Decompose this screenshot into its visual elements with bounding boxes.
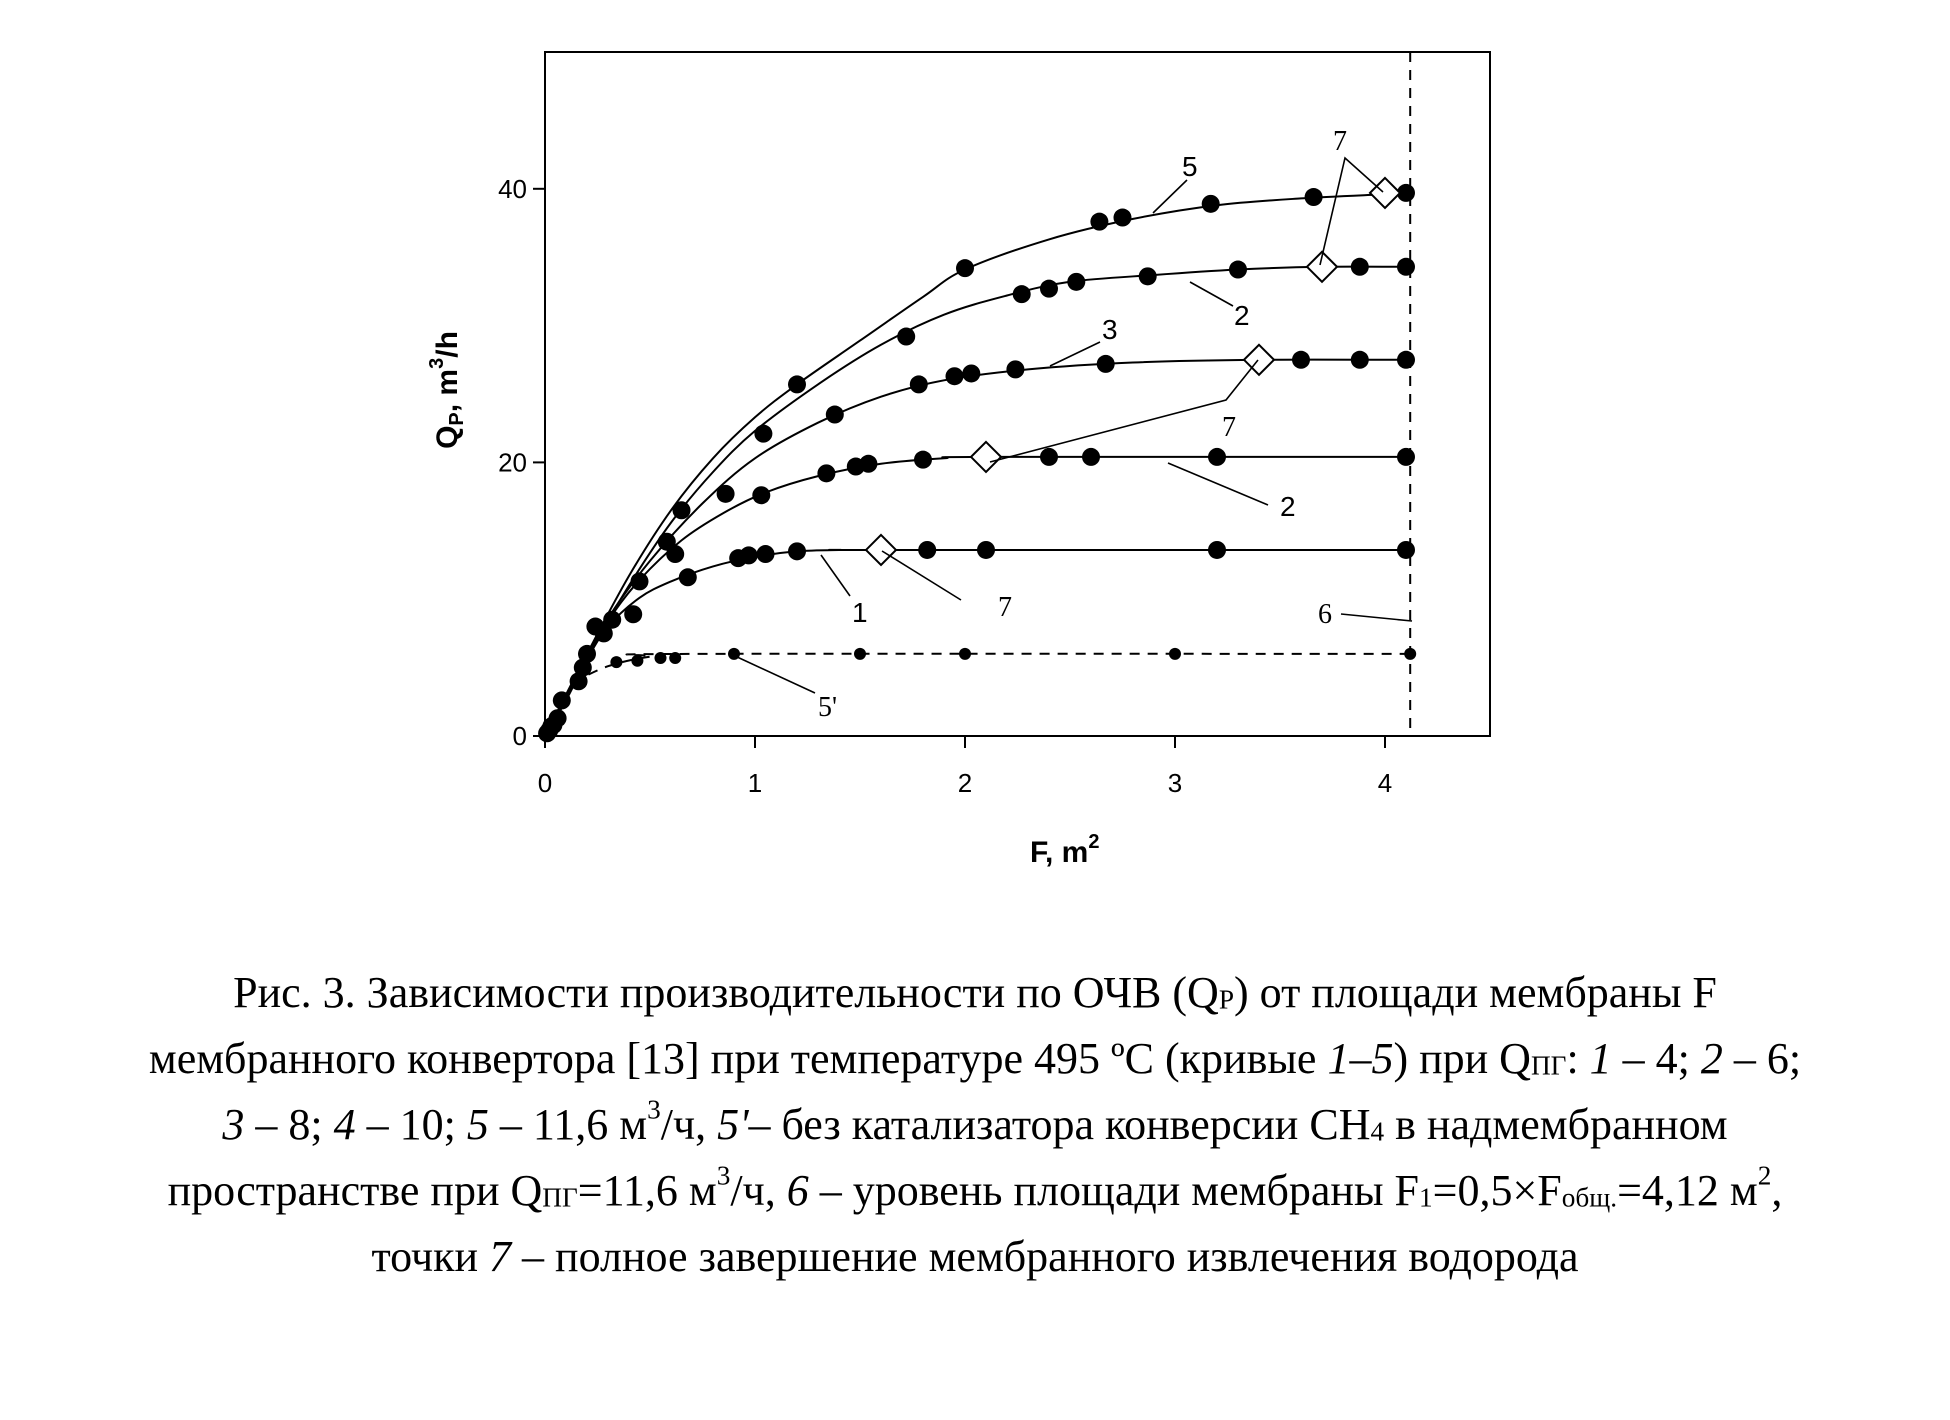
label-7-c: 7 <box>1333 126 1347 157</box>
caption-italic: 5' <box>717 1100 749 1149</box>
completion-point-7-1 <box>971 442 1001 472</box>
caption-line-2 <box>20 1026 1930 1092</box>
data-point-1-5 <box>679 568 697 586</box>
data-point-4-1 <box>586 618 604 636</box>
caption-text: в надмембранном <box>1384 1100 1728 1149</box>
caption-sub: ПГ <box>1530 1050 1567 1081</box>
data-point-5-1 <box>603 611 621 629</box>
x-axis-label <box>1030 831 1099 869</box>
data-point-5-3 <box>673 501 691 519</box>
leader-1 <box>821 555 850 596</box>
caption-italic: 6 <box>786 1166 809 1215</box>
caption-line-1 <box>20 960 1930 1026</box>
label-4: 2 <box>1234 300 1250 331</box>
label-1: 1 <box>852 597 868 628</box>
data-point-2-10 <box>1208 448 1226 466</box>
caption-sub: ПГ <box>542 1182 578 1213</box>
data-point-1-11 <box>977 541 995 559</box>
data-point-3-3 <box>826 406 844 424</box>
caption-sup: 2 <box>1757 1160 1772 1191</box>
caption-text: мембранного конвертора [13] при температуре 495 ºС (кривые <box>148 1034 1328 1083</box>
label-3: 3 <box>1102 314 1118 345</box>
x-tick-label-0: 0 <box>537 768 553 798</box>
caption-italic: 5 <box>466 1100 489 1149</box>
caption-sup: 3 <box>716 1160 731 1191</box>
data-point-5-8 <box>1202 195 1220 213</box>
y-axis-label-q: Q <box>431 425 464 449</box>
series-line-5prime <box>572 654 1410 683</box>
data-point-5prime-1 <box>631 655 643 667</box>
data-point-1-13 <box>1397 541 1415 559</box>
x-tick-label-4: 4 <box>1377 768 1393 798</box>
data-point-4-4 <box>897 328 915 346</box>
data-point-3-8 <box>1097 355 1115 373</box>
data-point-5-7 <box>1114 209 1132 227</box>
data-point-1-10 <box>918 541 936 559</box>
completion-point-7-2 <box>1244 345 1274 375</box>
completion-point-7-4 <box>1370 178 1400 208</box>
caption-text: точки <box>371 1232 490 1281</box>
caption-sub: общ. <box>1561 1182 1618 1213</box>
caption-sub: P <box>1218 984 1234 1015</box>
y-tick-label-0: 0 <box>512 721 527 751</box>
caption-line-4 <box>20 1158 1930 1224</box>
leader-4 <box>1190 282 1233 306</box>
leader-5 <box>1153 180 1187 213</box>
data-point-4-8 <box>1139 267 1157 285</box>
caption-text: – без катализатора конверсии СН <box>748 1100 1371 1149</box>
data-point-5-0 <box>553 691 571 709</box>
caption-text: /ч, <box>660 1100 718 1149</box>
label-7-a: 7 <box>998 592 1012 623</box>
caption-text: ) от площади мембраны F <box>1234 968 1717 1017</box>
completion-points-7 <box>866 178 1400 565</box>
caption-text: Рис. 3. Зависимости производительности по ОЧВ (Q <box>233 968 1219 1017</box>
x-tick-label-1: 1 <box>747 768 763 798</box>
caption-line-3 <box>20 1092 1930 1158</box>
data-point-4-10 <box>1351 258 1369 276</box>
data-point-2-7 <box>914 451 932 469</box>
data-point-5-6 <box>1090 213 1108 231</box>
data-point-4-6 <box>1040 280 1058 298</box>
caption-text: пространстве при Q <box>167 1166 543 1215</box>
data-point-2-8 <box>1040 448 1058 466</box>
data-point-3-5 <box>946 367 964 385</box>
data-point-5prime-3 <box>669 652 681 664</box>
data-point-3-0 <box>578 645 596 663</box>
caption-sub: 4 <box>1370 1116 1385 1147</box>
label-2: 2 <box>1280 491 1296 522</box>
y-tick-label-20: 20 <box>498 447 527 478</box>
leader-7-b <box>990 360 1258 462</box>
data-point-1-9 <box>788 542 806 560</box>
caption-line-5 <box>20 1224 1930 1290</box>
label-5prime: 5' <box>818 692 838 723</box>
data-point-2-3 <box>752 486 770 504</box>
annotations <box>818 126 1347 723</box>
y-axis-label-sup: 3 <box>426 357 448 369</box>
caption-text: =0,5×F <box>1432 1166 1562 1215</box>
leader-5prime <box>735 656 815 693</box>
caption-text: =4,12 м <box>1617 1166 1758 1215</box>
leader-6 <box>1341 614 1412 621</box>
data-point-5-2 <box>631 572 649 590</box>
caption-italic: 4 <box>333 1100 356 1149</box>
x-tick-label-2: 2 <box>957 768 973 798</box>
data-point-4-0 <box>544 716 562 734</box>
leader-2 <box>1168 463 1268 505</box>
data-point-1-12 <box>1208 541 1226 559</box>
data-point-2-6 <box>859 455 877 473</box>
data-point-5-5 <box>956 259 974 277</box>
data-point-5-9 <box>1305 188 1323 206</box>
plot-frame <box>545 52 1490 736</box>
completion-point-7-0 <box>866 535 896 565</box>
data-point-4-7 <box>1067 273 1085 291</box>
data-point-5prime-8 <box>1404 648 1416 660</box>
axes <box>498 174 1392 798</box>
annotation-leaders <box>735 158 1412 693</box>
caption-text: : <box>1566 1034 1590 1083</box>
caption-text: – 6; <box>1722 1034 1802 1083</box>
data-point-2-9 <box>1082 448 1100 466</box>
caption-sup: 3 <box>647 1094 661 1125</box>
y-axis-label-sub: P <box>446 412 468 426</box>
data-point-5prime-7 <box>1169 648 1181 660</box>
leader-3 <box>1050 342 1100 366</box>
data-point-2-4 <box>817 464 835 482</box>
caption-text: /ч, <box>730 1166 787 1215</box>
data-point-5-4 <box>788 375 806 393</box>
data-point-1-7 <box>740 546 758 564</box>
data-point-3-9 <box>1292 351 1310 369</box>
y-axis-label-tail: /h <box>431 331 464 358</box>
caption-text: , <box>1771 1166 1783 1215</box>
caption-text: – полное завершение мембранного извлечения водорода <box>511 1232 1579 1281</box>
data-point-5prime-5 <box>854 648 866 660</box>
caption-italic: 7 <box>489 1232 512 1281</box>
data-point-3-4 <box>910 375 928 393</box>
data-point-5prime-0 <box>610 656 622 668</box>
data-point-3-6 <box>962 364 980 382</box>
data-point-3-10 <box>1351 351 1369 369</box>
data-point-4-5 <box>1013 285 1031 303</box>
x-axis-label-text: F, m <box>1030 836 1089 869</box>
caption-text: – 10; <box>355 1100 467 1149</box>
data-point-5prime-6 <box>959 648 971 660</box>
data-point-4-11 <box>1397 258 1415 276</box>
y-tick-label-40: 40 <box>498 173 527 204</box>
leader-7-a <box>882 551 961 600</box>
x-axis-label-sup: 2 <box>1088 831 1100 853</box>
caption-text: – 4; <box>1611 1034 1701 1083</box>
y-axis-label <box>426 331 468 449</box>
data-point-3-11 <box>1397 351 1415 369</box>
label-6: 6 <box>1318 599 1332 630</box>
data-point-3-2 <box>717 485 735 503</box>
data-point-4-9 <box>1229 261 1247 279</box>
y-axis-label-rest: , m <box>431 368 464 413</box>
data-point-1-8 <box>757 545 775 563</box>
caption-sub: 1 <box>1419 1182 1433 1213</box>
caption-text: – уровень площади мембраны F <box>808 1166 1420 1215</box>
data-point-4-2 <box>658 533 676 551</box>
label-7-b: 7 <box>1222 412 1236 443</box>
x-tick-label-3: 3 <box>1167 768 1183 798</box>
data-point-3-7 <box>1006 360 1024 378</box>
label-5: 5 <box>1182 151 1198 182</box>
caption-italic: 1–5 <box>1327 1034 1394 1083</box>
figure-caption <box>20 960 1930 1290</box>
data-point-3-1 <box>624 605 642 623</box>
caption-text: =11,6 м <box>577 1166 717 1215</box>
leader-7-c <box>1320 158 1383 265</box>
series-line-1 <box>545 550 1410 736</box>
data-point-2-11 <box>1397 448 1415 466</box>
caption-text: – 8; <box>244 1100 334 1149</box>
caption-italic: 3 <box>222 1100 245 1149</box>
caption-text: ) при Q <box>1393 1034 1531 1083</box>
caption-italic: 1 <box>1589 1034 1612 1083</box>
caption-italic: 2 <box>1700 1034 1723 1083</box>
data-point-4-3 <box>754 425 772 443</box>
caption-text: – 11,6 м <box>488 1100 648 1149</box>
data-point-5prime-2 <box>655 652 667 664</box>
